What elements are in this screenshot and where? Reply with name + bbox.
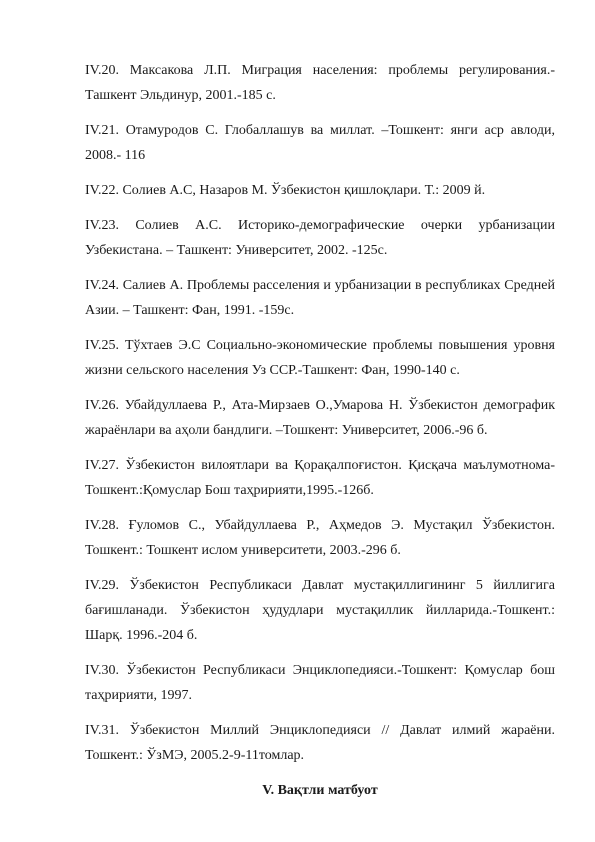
- reference-entry-iv29: IV.29. Ўзбекистон Республикаси Давлат мустақиллигининг 5 йиллигига бағишланади. Ўзбекистон ҳудудлари мустақиллик йилларида.-Тошкент.: Шарқ. 1996.-204 б.: [85, 578, 555, 643]
- section-heading: V. Вақтли матбуот: [262, 783, 378, 798]
- reference-entry-iv31: IV.31. Ўзбекистон Миллий Энциклопедияси // Давлат илмий жараёни. Тошкент.: ЎзМЭ, 2005.2-9-11томлар.: [85, 723, 555, 763]
- reference-entry-iv20: IV.20. Максакова Л.П. Миграция населения: проблемы регулирования.- Ташкент Эльдинур, 2001.-185 с.: [85, 63, 555, 103]
- reference-entry-iv23: IV.23. Солиев А.С. Историко-демографические очерки урбанизации Узбекистана. – Ташкент: Университет, 2002. -125с.: [85, 218, 555, 258]
- reference-entry-iv22: IV.22. Солиев А.С, Назаров М. Ўзбекистон қишлоқлари. Т.: 2009 й.: [85, 183, 486, 198]
- reference-entry-iv28: IV.28. Ғуломов С., Убайдуллаева Р., Аҳмедов Э. Мустақил Ўзбекистон. Тошкент.: Тошкент ислом университети, 2003.-296 б.: [85, 518, 555, 558]
- reference-entry-iv30: IV.30. Ўзбекистон Республикаси Энциклопедияси.-Тошкент: Қомуслар бош таҳририяти, 1997.: [85, 663, 555, 703]
- reference-entry-iv25: IV.25. Тўхтаев Э.С Социально-экономические проблемы повышения уровня жизни сельского населения Уз ССР.-Ташкент: Фан, 1990-140 с.: [85, 338, 555, 378]
- reference-entry-iv21: IV.21. Отамуродов С. Глобаллашув ва миллат. –Тошкент: янги аср авлоди, 2008.- 116: [85, 123, 555, 163]
- reference-entry-iv26: IV.26. Убайдуллаева Р., Ата-Мирзаев О.,Умарова Н. Ўзбекистон демографик жараёнлари ва аҳоли бандлиги. –Тошкент: Университет, 2006.-96 б.: [85, 398, 555, 438]
- reference-entry-iv24: IV.24. Салиев А. Проблемы расселения и урбанизации в республиках Средней Азии. – Ташкент: Фан, 1991. -159с.: [85, 278, 555, 318]
- reference-list-page: [85, 58, 555, 803]
- reference-entry-iv27: IV.27. Ўзбекистон вилоятлари ва Қорақалпоғистон. Қисқача маълумотнома- Тошкент.:Қомуслар Бош таҳририяти,1995.-126б.: [85, 458, 555, 498]
